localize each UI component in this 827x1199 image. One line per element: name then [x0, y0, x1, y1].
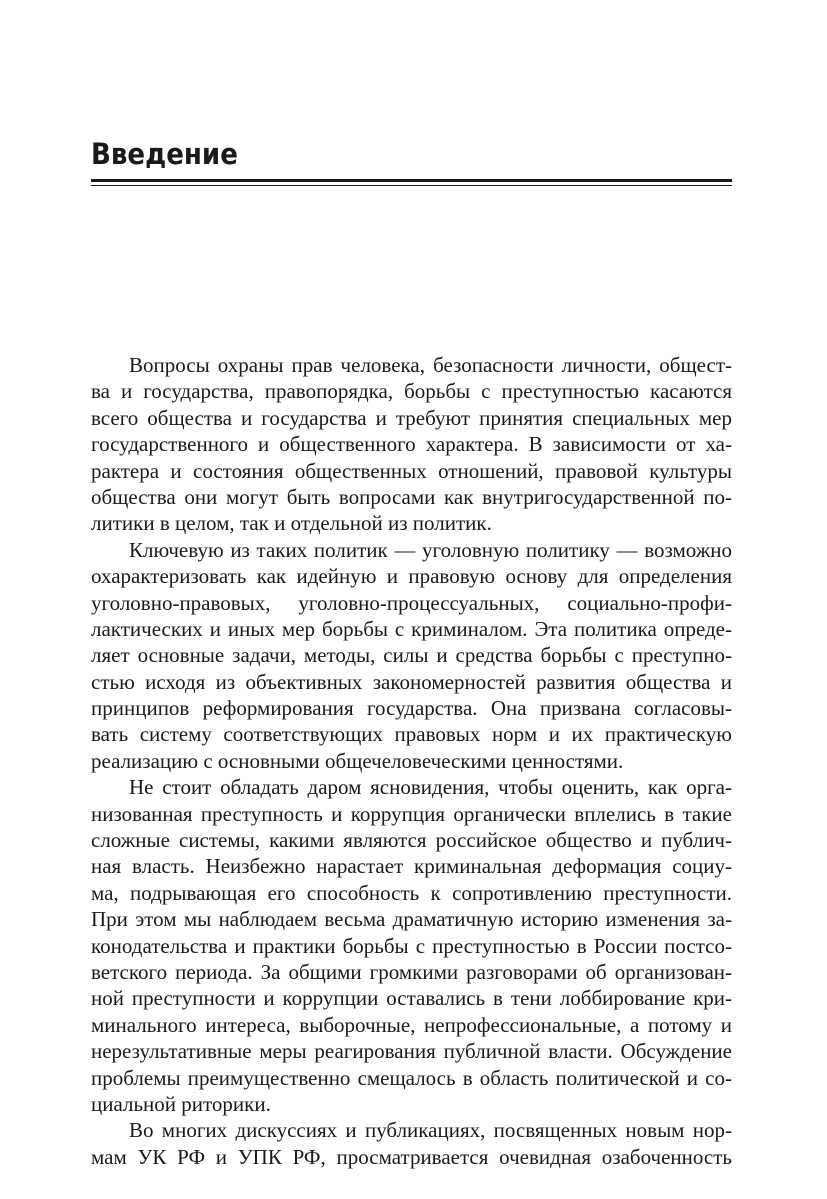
text-line: всего общества и государства и требуют принятия специальных мер [91, 405, 732, 430]
text-line: литики в целом, так и отдельной из политик. [91, 511, 492, 536]
text-line: Ключевую из таких политик — уголовную политику — возможно [129, 537, 732, 562]
text-line: ма, подрывающая его способность к сопротивлению преступности. [91, 880, 732, 905]
text-line: Не стоит обладать даром ясновидения, чтобы оценить, как орга- [129, 775, 732, 800]
title-rule-thin [91, 185, 732, 186]
paragraph-3 [91, 774, 732, 1117]
text-line: Во многих дискуссиях и публикациях, посвященных новым нор- [129, 1118, 732, 1143]
text-line: конодательства и практики борьбы с преступностью в России постсо- [91, 933, 732, 958]
text-line: проблемы преимущественно смещалось в область политической и со- [91, 1065, 732, 1090]
text-line: мам УК РФ и УПК РФ, просматривается очевидная озабоченность [91, 1144, 732, 1169]
text-line: ва и государства, правопорядка, борьбы с преступностью касаются [91, 379, 732, 404]
text-line: реализацию с основными общечеловеческими ценностями. [91, 748, 624, 773]
text-line: стью исходя из объективных закономерностей развития общества и [91, 669, 732, 694]
text-line: нерезультативные меры реагирования публичной власти. Обсуждение [91, 1039, 732, 1064]
text-line: государственного и общественного характера. В зависимости от ха- [91, 432, 732, 457]
text-line: вать систему соответствующих правовых норм и их практическую [91, 722, 732, 747]
text-line: циальной риторики. [91, 1091, 271, 1116]
text-line: уголовно-правовых, уголовно-процессуальных, социально-профи- [91, 590, 732, 615]
title-rule-thick [91, 179, 732, 182]
paragraph-4 [91, 1117, 732, 1170]
text-line: ная власть. Неизбежно нарастает криминальная деформация социу- [91, 854, 732, 879]
text-line: Вопросы охраны прав человека, безопасности личности, общест- [129, 353, 732, 377]
text-line: сложные системы, какими являются российское общество и публич- [91, 828, 732, 853]
paragraph-1 [91, 352, 732, 537]
text-line: рактера и состояния общественных отношений, правовой культуры [91, 458, 732, 483]
text-line: ветского периода. За общими громкими разговорами об организован- [91, 959, 732, 984]
text-line: общества они могут быть вопросами как внутригосударственной по- [91, 484, 732, 509]
chapter-title: Введение [91, 137, 238, 171]
text-line: минального интереса, выборочные, непрофессиональные, а потому и [91, 1012, 732, 1037]
body-text [91, 352, 732, 1170]
text-line: принципов реформирования государства. Она призвана согласовы- [91, 696, 732, 721]
text-line: При этом мы наблюдаем весьма драматичную историю изменения за- [91, 907, 732, 932]
text-line: ной преступности и коррупции оставались в тени лоббирование кри- [91, 986, 732, 1011]
text-line: лактических и иных мер борьбы с криминалом. Эта политика опреде- [91, 616, 732, 641]
text-line: ляет основные задачи, методы, силы и средства борьбы с преступно- [91, 643, 732, 668]
paragraph-2 [91, 537, 732, 775]
text-line: охарактеризовать как идейную и правовую основу для определения [91, 564, 732, 589]
text-line: низованная преступность и коррупция органически вплелись в такие [91, 801, 732, 826]
